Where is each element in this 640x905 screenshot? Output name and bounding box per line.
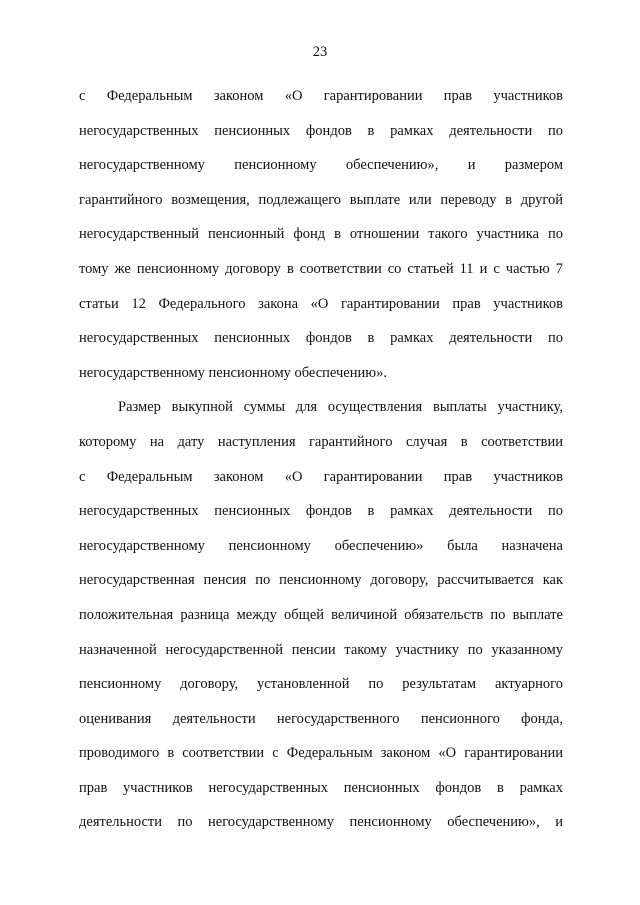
text-line: негосударственная пенсия по пенсионному договору, рассчитывается как — [79, 572, 563, 589]
text-line: положительная разница между общей величиной обязательств по выплате — [79, 606, 563, 623]
document-body — [79, 86, 563, 847]
page-number: 23 — [312, 44, 328, 60]
text-line: негосударственных пенсионных фондов в рамках деятельности по — [79, 503, 563, 520]
text-line: тому же пенсионному договору в соответствии со статьей 11 и с частью 7 — [79, 260, 563, 277]
text-line: статьи 12 Федерального закона «О гарантировании прав участников — [79, 295, 563, 312]
text-line: негосударственному пенсионному обеспечению». — [79, 364, 387, 381]
text-line: с Федеральным законом «О гарантировании прав участников — [79, 468, 563, 485]
text-line: с Федеральным законом «О гарантировании прав участников — [79, 88, 563, 104]
text-line: оценивания деятельности негосударственного пенсионного фонда, — [79, 710, 563, 727]
text-line: негосударственный пенсионный фонд в отношении такого участника по — [79, 226, 563, 243]
paragraph-1 — [79, 86, 563, 397]
text-line: прав участников негосударственных пенсионных фондов в рамках — [79, 779, 563, 796]
text-line: негосударственному пенсионному обеспечению», и размером — [79, 157, 563, 174]
text-line: негосударственных пенсионных фондов в рамках деятельности по — [79, 330, 563, 347]
text-line: назначенной негосударственной пенсии такому участнику по указанному — [79, 641, 563, 658]
text-line: негосударственному пенсионному обеспечению» была назначена — [79, 537, 563, 554]
text-line: проводимого в соответствии с Федеральным законом «О гарантировании — [79, 745, 563, 762]
paragraph-2 — [79, 397, 563, 847]
text-line: гарантийного возмещения, подлежащего выплате или переводу в другой — [79, 191, 563, 208]
text-line: которому на дату наступления гарантийного случая в соответствии — [79, 433, 563, 450]
text-line: пенсионному договору, установленной по результатам актуарного — [79, 676, 563, 693]
text-line: деятельности по негосударственному пенсионному обеспечению», и — [79, 814, 563, 831]
text-line: Размер выкупной суммы для осуществления выплаты участнику, — [118, 399, 563, 416]
text-line: негосударственных пенсионных фондов в рамках деятельности по — [79, 122, 563, 139]
